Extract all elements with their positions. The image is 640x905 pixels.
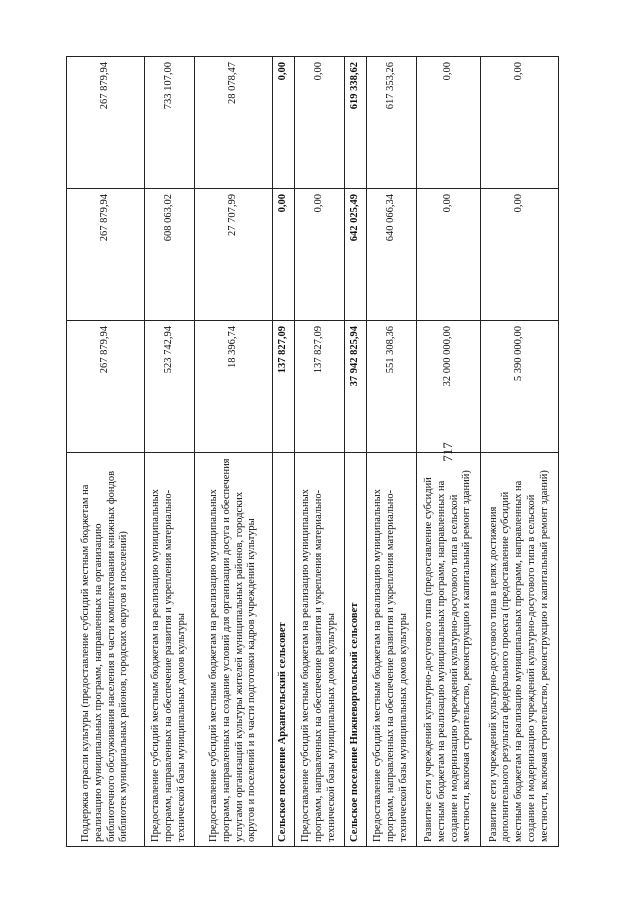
row-value-3: 0,00 [481, 57, 559, 189]
table-row [67, 57, 145, 847]
row-value-3: 0,00 [417, 57, 481, 189]
row-description: Предоставление субсидий местным бюджетам на реализацию муниципальных программ, направленных на создание условий для организации досуга и обеспечения услугами организаций культуры жителей муниципальных районов, городских округов и поселений и в части подготовки кадров учреждений культуры [195, 453, 273, 847]
row-description: Предоставление субсидий местным бюджетам на реализацию муниципальных программ, направленных на обеспечение развития и укрепления материально-технической базы муниципальных домов культуры [367, 453, 417, 847]
row-value-3: 0,00 [273, 57, 295, 189]
row-value-2: 0,00 [273, 189, 295, 321]
row-value-2: 0,00 [417, 189, 481, 321]
table-row [417, 57, 481, 847]
row-description: Развитие сети учреждений культурно-досугового типа в целях достижения дополнительного результата федерального проекта (предоставление субсидий местным бюджетам на реализацию муниципальных программ, направленных на создание и модернизацию учреждений культурно-досугового типа в сельской местности, включая строительство, реконструкцию и капитальный ремонт зданий) [481, 453, 559, 847]
budget-table [66, 56, 559, 847]
row-value-3: 617 353,26 [367, 57, 417, 189]
row-value-1: 37 942 825,94 [345, 321, 367, 453]
row-value-1: 18 396,74 [195, 321, 273, 453]
table-row-section [345, 57, 367, 847]
row-value-2: 0,00 [295, 189, 345, 321]
row-description: Предоставление субсидий местным бюджетам на реализацию муниципальных программ, направленных на обеспечение развития и укрепления материально-технической базы муниципальных домов культуры [295, 453, 345, 847]
row-description: Поддержка отрасли культуры (предоставление субсидий местным бюджетам на реализацию муниципальных программ, направленных на организацию библиотечного обслуживания населения в части комплектования книжных фондов библиотек муниципальных районов, городских округов и поселений) [67, 453, 145, 847]
row-description: Предоставление субсидий местным бюджетам на реализацию муниципальных программ, направленных на обеспечение развития и укрепления материально-технической базы муниципальных домов культуры [145, 453, 195, 847]
row-value-2: 640 066,34 [367, 189, 417, 321]
row-description: Сельское поселение Архангельский сельсовет [273, 453, 295, 847]
table-body [67, 57, 559, 847]
row-value-1: 551 308,36 [367, 321, 417, 453]
row-value-1: 267 879,94 [67, 321, 145, 453]
row-value-2: 0,00 [481, 189, 559, 321]
row-value-3: 267 879,94 [67, 57, 145, 189]
row-value-2: 642 025,49 [345, 189, 367, 321]
row-value-1: 5 390 000,00 [481, 321, 559, 453]
row-value-3: 733 107,00 [145, 57, 195, 189]
row-value-3: 0,00 [295, 57, 345, 189]
row-value-1: 523 742,94 [145, 321, 195, 453]
row-value-3: 619 338,62 [345, 57, 367, 189]
row-value-1: 137 827,09 [273, 321, 295, 453]
table-row [195, 57, 273, 847]
row-value-1: 137 827,09 [295, 321, 345, 453]
row-description: Сельское поселение Нижневоргольский сельсовет [345, 453, 367, 847]
row-value-3: 28 078,47 [195, 57, 273, 189]
table-row [367, 57, 417, 847]
row-value-1: 32 000 000,00 [417, 321, 481, 453]
budget-table-wrapper [66, 57, 550, 847]
table-row [295, 57, 345, 847]
table-row [145, 57, 195, 847]
row-description: Развитие сети учреждений культурно-досугового типа (предоставление субсидий местным бюджетам на реализацию муниципальных программ, направленных на создание и модернизацию учреждений культурно-досугового типа в сельской местности, включая строительство, реконструкцию и капитальный ремонт зданий) [417, 453, 481, 847]
table-row [481, 57, 559, 847]
table-row-section [273, 57, 295, 847]
page-number: 717 [440, 442, 455, 462]
row-value-2: 27 707,99 [195, 189, 273, 321]
row-value-2: 608 063,02 [145, 189, 195, 321]
row-value-2: 267 879,94 [67, 189, 145, 321]
